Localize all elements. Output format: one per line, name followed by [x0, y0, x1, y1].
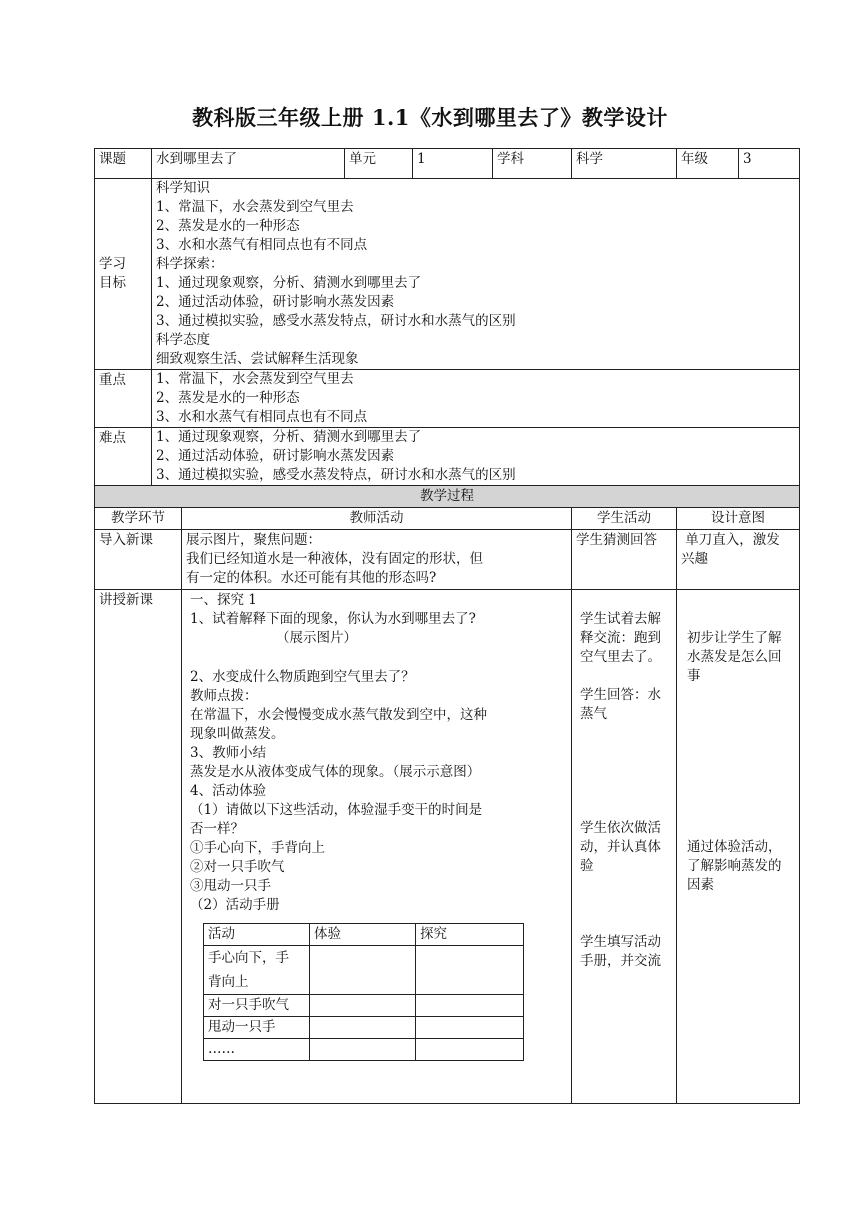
handbook-activity: 甩动一只手: [204, 1017, 310, 1039]
topic-label: 课题: [95, 149, 152, 179]
objective-line: 1、通过现象观察，分析、猜测水到哪里去了: [156, 275, 422, 291]
key-point-line: 3、水和水蒸气有相同点也有不同点: [156, 409, 368, 425]
column-student: 学生活动: [572, 508, 677, 530]
teacher-line: 现象叫做蒸发。: [190, 726, 285, 742]
objective-line: 科学态度: [156, 332, 210, 348]
intent-line: 因素: [687, 877, 714, 893]
teacher-line: 2、水变成什么物质跑到空气里去了？: [190, 669, 415, 685]
objective-line: 3、水和水蒸气有相同点也有不同点: [156, 237, 368, 253]
unit-value: 1: [413, 149, 493, 179]
intro-teacher: [182, 530, 572, 590]
difficulties-content: [152, 428, 800, 486]
handbook-header: 探究: [416, 924, 524, 946]
handbook-activity: 对一只手吹气: [204, 995, 310, 1017]
lecture-intent: [677, 590, 800, 1104]
student-line: 学生回答：水: [580, 687, 661, 703]
column-stage: 教学环节: [95, 508, 182, 530]
difficulty-line: 2、通过活动体验，研讨影响水蒸发因素: [156, 448, 395, 464]
intro-teacher-line: 有一定的体积。水还可能有其他的形态吗?: [186, 570, 437, 586]
intro-teacher-line: 我们已经知道水是一种液体，没有固定的形状，但: [186, 551, 483, 567]
handbook-header: 活动: [204, 924, 310, 946]
student-line: 释交流：跑到: [580, 630, 661, 646]
key-points-label: 重点: [95, 370, 152, 428]
student-line: 学生试着去解: [580, 611, 661, 627]
objective-line: 1、常温下，水会蒸发到空气里去: [156, 199, 354, 215]
objectives-label: [95, 179, 152, 370]
intro-row: [95, 530, 800, 590]
process-header: 教学过程: [95, 486, 800, 508]
topic-value: 水到哪里去了: [152, 149, 345, 179]
handbook-cell: [416, 1017, 524, 1039]
info-row: [95, 149, 800, 179]
handbook-header-row: [204, 924, 524, 946]
student-line: 空气里去了。: [580, 649, 661, 665]
intro-intent-line: 兴趣: [681, 551, 708, 567]
teacher-line: 在常温下，水会慢慢变成水蒸气散发到空中，这种: [190, 707, 487, 723]
intent-line: 水蒸发是怎么回: [687, 649, 782, 665]
teacher-line: 教师点拨：: [190, 688, 258, 704]
lecture-stage: 讲授新课: [95, 590, 182, 1104]
student-line: 学生依次做活: [580, 820, 661, 836]
student-line: 动，并认真体: [580, 839, 661, 855]
intro-intent: [677, 530, 800, 590]
teacher-line: ①手心向下，手背向上: [190, 840, 325, 856]
process-header-row: [95, 486, 800, 508]
difficulties-label: 难点: [95, 428, 152, 486]
objective-line: 细致观察生活、尝试解释生活现象: [156, 351, 359, 367]
difficulties-row: [95, 428, 800, 486]
document-title: 教科版三年级上册 1.1《水到哪里去了》教学设计: [192, 105, 668, 130]
handbook-row: [204, 995, 524, 1017]
teacher-line: 4、活动体验: [190, 783, 267, 799]
teacher-line: 1、试着解释下面的现象，你认为水到哪里去了?: [190, 611, 476, 627]
intro-teacher-line: 展示图片，聚焦问题：: [186, 532, 321, 548]
teacher-line: 一、探究 1: [190, 592, 257, 608]
teacher-line: 蒸发是水从液体变成气体的现象。（展示示意图）: [190, 764, 481, 780]
grade-value: 3: [739, 149, 800, 179]
objectives-row: [95, 179, 800, 370]
student-line: 验: [580, 858, 594, 874]
teacher-line: 3、教师小结: [190, 745, 267, 761]
handbook-activity-line: 背向上: [208, 974, 249, 990]
teacher-line: 否一样？: [190, 821, 244, 837]
subject-value: 科学: [572, 149, 677, 179]
objective-line: 科学知识: [156, 180, 210, 196]
teacher-line: （展示图片）: [276, 630, 357, 646]
process-columns-row: [95, 508, 800, 530]
objective-line: 2、通过活动体验，研讨影响水蒸发因素: [156, 294, 395, 310]
column-teacher: 教师活动: [182, 508, 572, 530]
objective-line: 3、通过模拟实验，感受水蒸发特点，研讨水和水蒸气的区别: [156, 313, 516, 329]
intro-stage: 导入新课: [95, 530, 182, 590]
handbook-activity: ……: [204, 1039, 310, 1061]
subject-label: 学科: [493, 149, 572, 179]
objectives-content: [152, 179, 800, 370]
intro-intent-line: 单刀直入，激发: [681, 532, 780, 548]
objective-line: 科学探索：: [156, 256, 224, 272]
handbook-cell: [310, 946, 416, 995]
teacher-line: （1）请做以下这些活动，体验湿手变干的时间是: [190, 802, 483, 818]
student-line: 学生填写活动: [580, 934, 661, 950]
grade-label: 年级: [677, 149, 739, 179]
key-points-row: [95, 370, 800, 428]
handbook-row: [204, 1039, 524, 1061]
key-points-content: [152, 370, 800, 428]
handbook-cell: [416, 995, 524, 1017]
handbook-row: [204, 946, 524, 995]
activity-handbook-table: [203, 923, 524, 1061]
objectives-label-1: 学习: [99, 256, 126, 272]
lesson-plan-table: [94, 148, 800, 1104]
handbook-cell: [416, 1039, 524, 1061]
handbook-cell: [310, 1017, 416, 1039]
teacher-line: ②对一只手吹气: [190, 859, 285, 875]
lecture-row: [95, 590, 800, 1104]
objectives-label-2: 目标: [99, 275, 126, 291]
intent-line: 事: [687, 668, 701, 684]
handbook-cell: [310, 1039, 416, 1061]
student-line: 蒸气: [580, 706, 607, 722]
objective-line: 2、蒸发是水的一种形态: [156, 218, 300, 234]
key-point-line: 1、常温下，水会蒸发到空气里去: [156, 371, 354, 387]
handbook-activity: [204, 946, 310, 995]
intro-student: 学生猜测回答: [572, 530, 677, 590]
handbook-activity-line: 手心向下，手: [208, 950, 289, 966]
unit-label: 单元: [345, 149, 413, 179]
teacher-line: ③甩动一只手: [190, 878, 271, 894]
intent-line: 通过体验活动，: [687, 839, 782, 855]
handbook-row: [204, 1017, 524, 1039]
intent-line: 了解影响蒸发的: [687, 858, 782, 874]
difficulty-line: 3、通过模拟实验，感受水蒸发特点，研讨水和水蒸气的区别: [156, 467, 516, 483]
difficulty-line: 1、通过现象观察，分析、猜测水到哪里去了: [156, 429, 422, 445]
handbook-header: 体验: [310, 924, 416, 946]
column-intent: 设计意图: [677, 508, 800, 530]
handbook-cell: [310, 995, 416, 1017]
student-line: 手册，并交流: [580, 953, 661, 969]
lecture-teacher: [182, 590, 572, 1104]
intent-line: 初步让学生了解: [687, 630, 782, 646]
lecture-student: [572, 590, 677, 1104]
key-point-line: 2、蒸发是水的一种形态: [156, 390, 300, 406]
handbook-cell: [416, 946, 524, 995]
teacher-line: （2）活动手册: [190, 897, 280, 913]
